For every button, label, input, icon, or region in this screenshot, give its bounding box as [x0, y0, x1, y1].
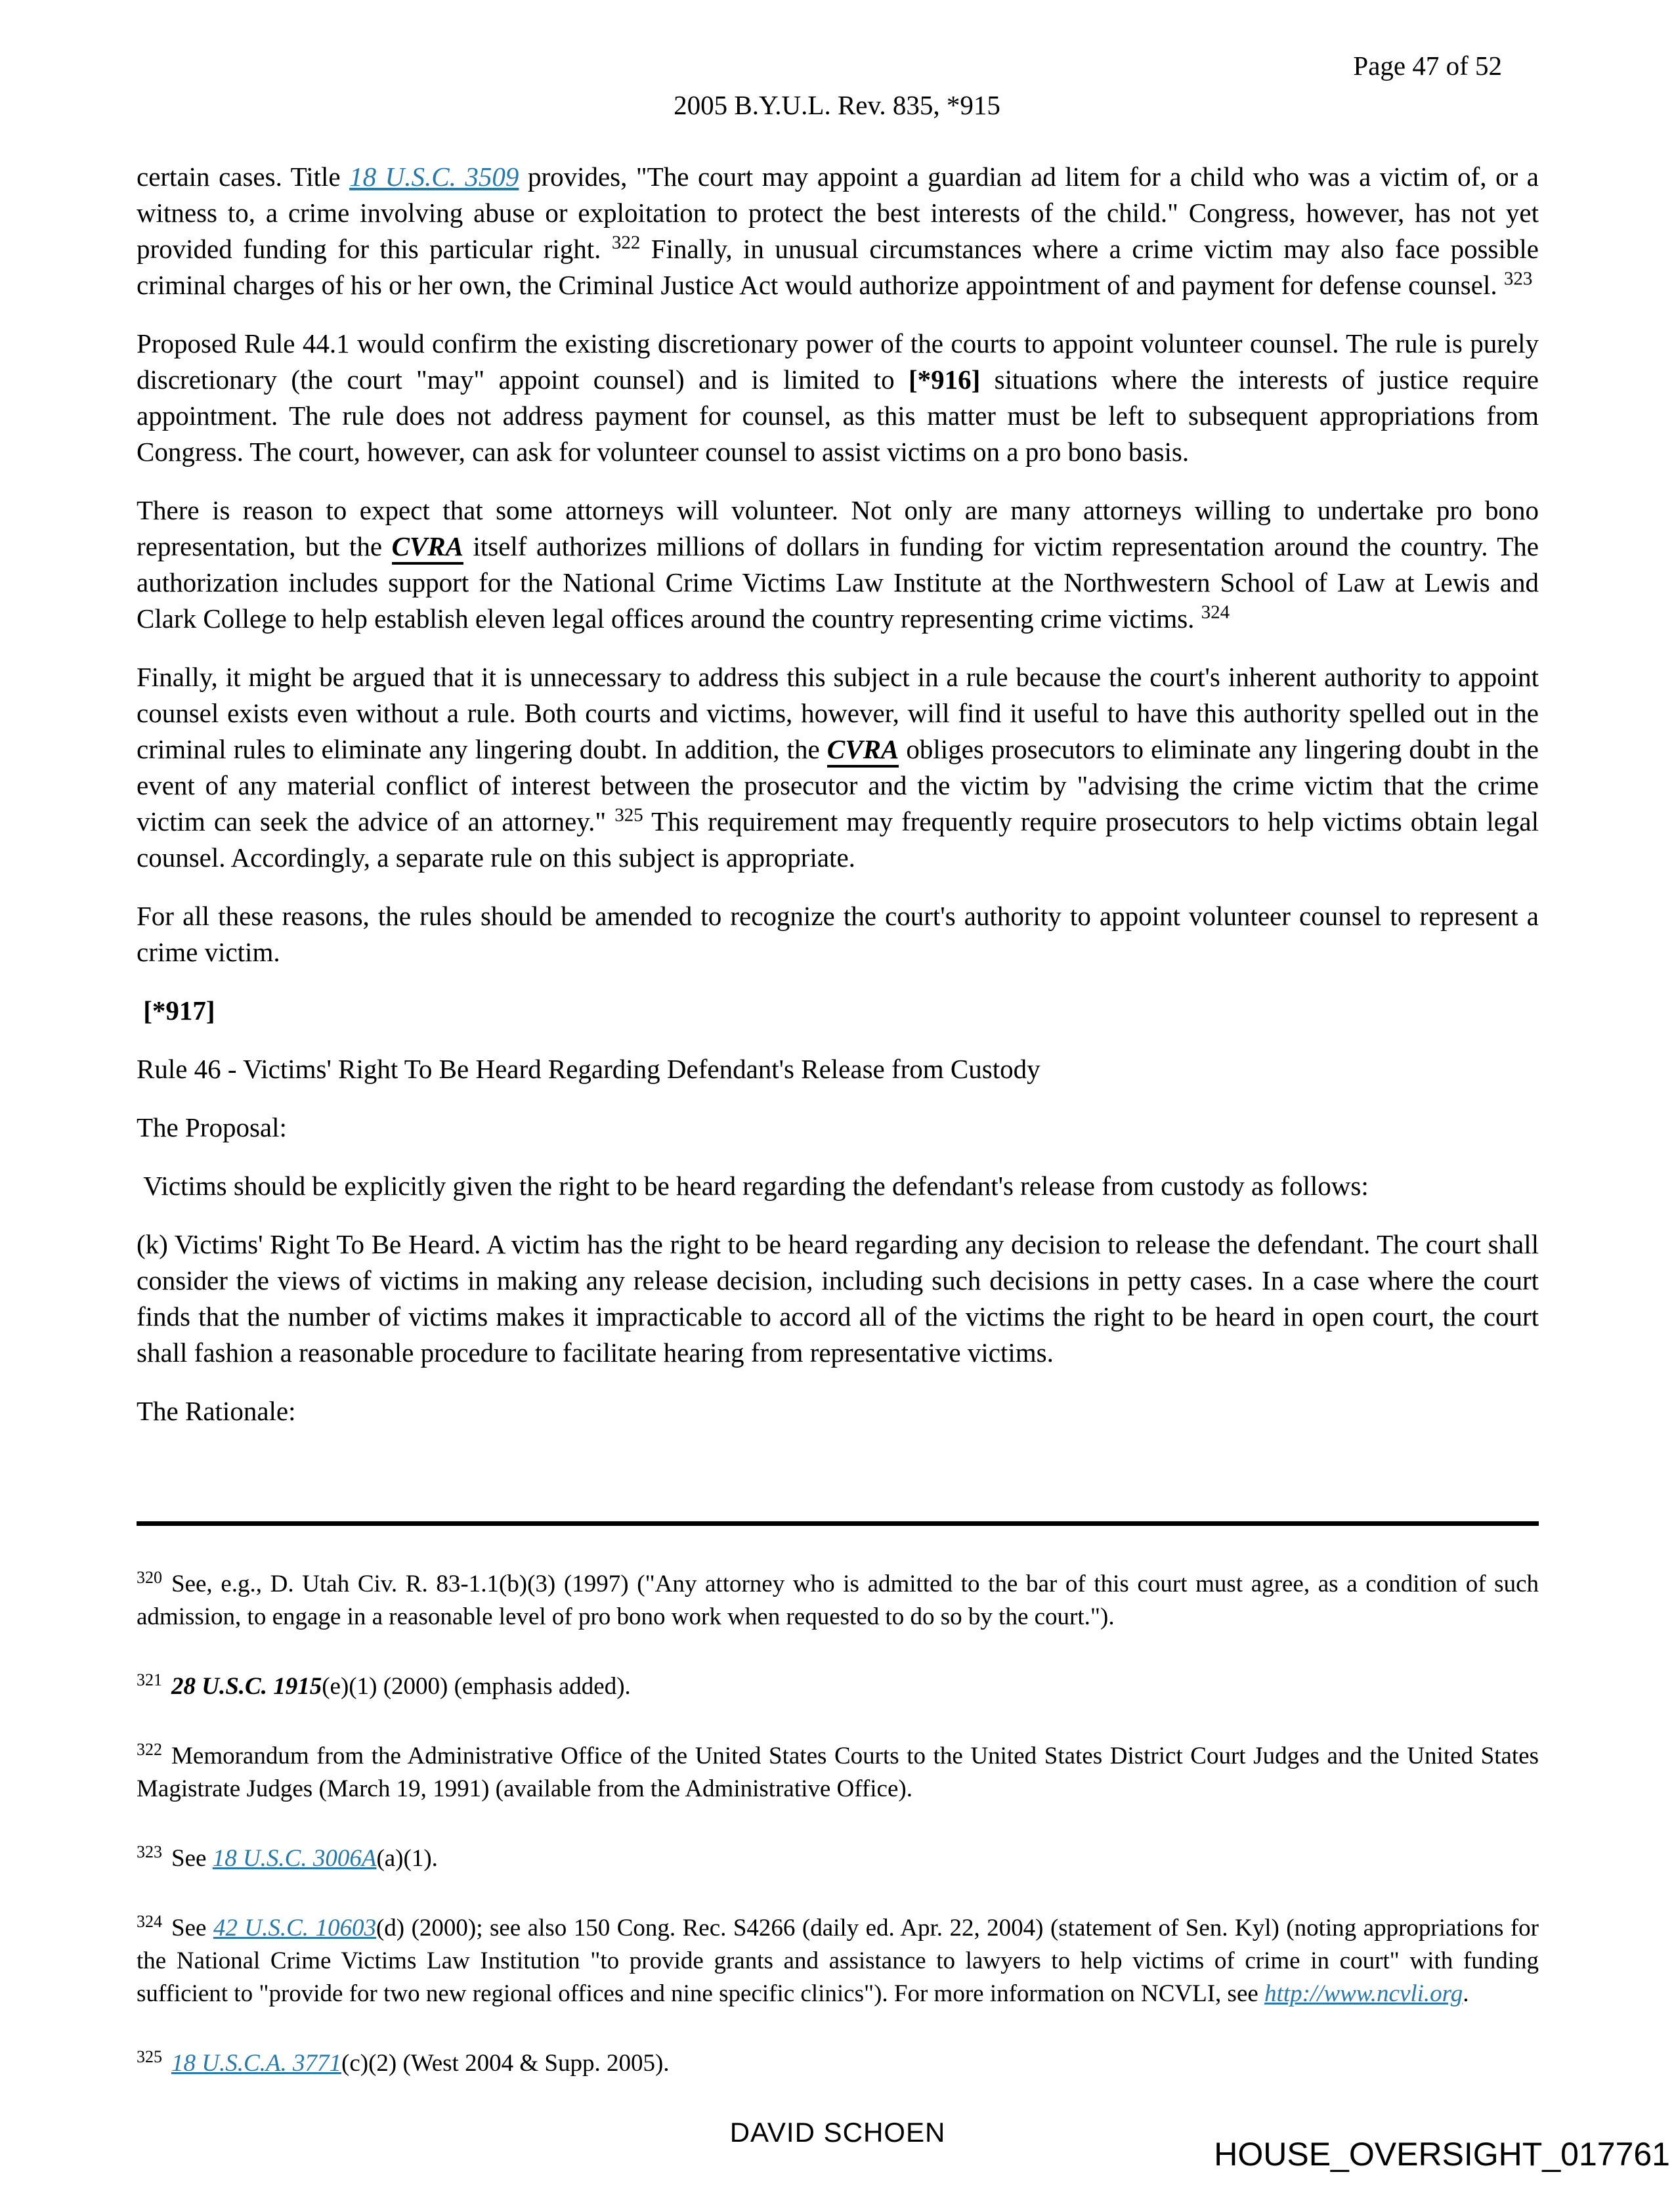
text-segment: (c)(2) (West 2004 & Supp. 2005). [341, 2050, 670, 2077]
footnote-reference: 322 [611, 232, 641, 253]
footnote [137, 1842, 1539, 1875]
paragraph [137, 492, 1539, 637]
author-name: DAVID SCHOEN [729, 2117, 946, 2148]
text-segment: (a)(1). [376, 1845, 438, 1872]
text-segment: 28 U.S.C. 1915 [171, 1673, 322, 1700]
citation-header: 2005 B.Y.U.L. Rev. 835, *915 [674, 90, 1000, 120]
text-segment: itself authorizes millions of dollars in funding for victim representation around the country. The authorization includes support for the National Crime Victims Law Institute at the Northwestern School of Law at Lewis and Clark College to help establish eleven legal offices around the country representing crime victims. [137, 531, 1539, 634]
text-segment: . [1463, 1980, 1469, 2007]
citation-link[interactable]: 42 U.S.C. 10603 [213, 1915, 376, 1941]
paragraph [137, 1226, 1539, 1371]
text-segment: (e)(1) (2000) (emphasis added). [322, 1673, 631, 1700]
text-segment: certain cases. Title [137, 162, 350, 192]
text-segment: (k) Victims' Right To Be Heard. A victim has the right to be heard regarding any decision to release the defendant. The court shall consider the views of victims in making any release decision, including such decisions in petty cases. In a case where the court finds that the number of victims makes it impracticable to accord all of the victims the right to be heard in open court, the court shall fashion a reasonable procedure to facilitate hearing from representative victims. [137, 1229, 1539, 1368]
footnotes-section [137, 1568, 1539, 2080]
text-segment: The Rationale: [137, 1396, 296, 1426]
text-segment: There is reason to expect that some attorneys will volunteer. Not only are many attorneys willing to undertake pro bono representation, but the [137, 495, 1539, 561]
text-segment: [*917] [137, 995, 215, 1026]
text-segment: Finally, it might be argued that it is unnecessary to address this subject in a rule because the court's inherent authority to appoint counsel exists even without a rule. Both courts and victims, however, will find it useful to have this authority spelled out in the criminal rules to eliminate any lingering doubt. In addition, the [137, 662, 1539, 764]
text-segment: Proposed Rule 44.1 would confirm the existing discretionary power of the courts to appoint volunteer counsel. The rule is purely discretionary (the court "may" appoint counsel) and is limited to [137, 328, 1539, 395]
text-segment: See, e.g., D. Utah Civ. R. 83-1.1(b)(3) (1997) ("Any attorney who is admitted to the bar of this court must agree, as a condition of such admission, to engage in a reasonable level of pro bono work when requested to do so by the court."). [137, 1571, 1539, 1630]
footnote-marker: 323 [137, 1842, 162, 1861]
text-segment: The Proposal: [137, 1112, 287, 1142]
text-segment: [*916] [908, 364, 981, 395]
footnote-marker: 321 [137, 1670, 162, 1689]
text-segment: This requirement may frequently require prosecutors to help victims obtain legal counsel. Accordingly, a separate rule on this subject is appropriate. [137, 806, 1539, 873]
page-number-label: Page 47 of 52 [1353, 51, 1502, 81]
citation-link[interactable]: 18 U.S.C. 3006A [212, 1845, 377, 1872]
text-segment: For all these reasons, the rules should be amended to recognize the court's authority to appoint volunteer counsel to represent a crime victim. [137, 901, 1539, 967]
citation-link[interactable]: 18 U.S.C.A. 3771 [171, 2050, 341, 2077]
footnote [137, 1670, 1539, 1703]
footnote-marker: 320 [137, 1567, 162, 1587]
paragraph [137, 326, 1539, 470]
paragraph [137, 1051, 1539, 1087]
paragraph [137, 159, 1539, 303]
body-paragraphs [137, 159, 1539, 1429]
footnote-marker: 325 [137, 2047, 162, 2066]
paragraph [137, 1393, 1539, 1429]
footnote-marker: 322 [137, 1739, 162, 1759]
footnote-reference: 323 [1503, 268, 1533, 290]
paragraph [137, 1110, 1539, 1146]
bates-number: HOUSE_OVERSIGHT_017761 [1214, 2136, 1670, 2173]
paragraph [137, 1168, 1539, 1204]
text-segment: See [171, 1915, 213, 1941]
page-content [0, 159, 1674, 2148]
text-segment: See [171, 1845, 213, 1872]
text-segment: (d) (2000); see also 150 Cong. Rec. S4266 (daily ed. Apr. 22, 2004) (statement of Sen. Kyl) (noting appropriations for the National Crime Victims Law Institution "to provide grants and assistance to lawyers to help victims of crime in court" with funding sufficient to "provide for two new regional offices and nine specific clinics"). For more information on NCVLI, see [137, 1915, 1539, 2007]
footnote [137, 1740, 1539, 1806]
citation-link[interactable]: 18 U.S.C. 3509 [349, 162, 519, 192]
footnote-separator [137, 1521, 1539, 1526]
text-segment: Rule 46 - Victims' Right To Be Heard Regarding Defendant's Release from Custody [137, 1054, 1041, 1084]
paragraph [137, 993, 1539, 1029]
text-segment: situations where the interests of justice require appointment. The rule does not address payment for counsel, as this matter must be left to subsequent appropriations from Congress. The court, however, can ask for volunteer counsel to assist victims on a pro bono basis. [137, 364, 1539, 467]
footnote [137, 2047, 1539, 2080]
paragraph [137, 659, 1539, 876]
page-header [0, 0, 1674, 159]
footnote-reference: 324 [1201, 601, 1230, 623]
footnote [137, 1912, 1539, 2010]
text-segment: Memorandum from the Administrative Office of the United States Courts to the United States District Court Judges and the United States Magistrate Judges (March 19, 1991) (available from the Administrative Office). [137, 1743, 1539, 1802]
text-segment: provides, "The court may appoint a guardian ad litem for a child who was a victim of, or a witness to, a crime involving abuse or exploitation to protect the best interests of the child." Congress, however, has not yet provided funding for this particular right. [137, 162, 1539, 264]
text-segment: obliges prosecutors to eliminate any lingering doubt in the event of any material conflict of interest between the prosecutor and the victim by "advising the crime victim that the crime victim can seek the advice of an attorney." [137, 734, 1539, 836]
paragraph [137, 898, 1539, 970]
footnote-reference: 325 [614, 804, 643, 826]
cvra-emphasis: CVRA [827, 734, 899, 768]
cvra-emphasis: CVRA [392, 531, 463, 565]
text-segment: Victims should be explicitly given the right to be heard regarding the defendant's release from custody as follows: [137, 1171, 1369, 1201]
footnote-marker: 324 [137, 1911, 162, 1931]
footnote [137, 1568, 1539, 1634]
text-segment: Finally, in unusual circumstances where a crime victim may also face possible criminal charges of his or her own, the Criminal Justice Act would authorize appointment of and payment for defense counsel. [137, 234, 1539, 300]
citation-link[interactable]: http://www.ncvli.org [1264, 1980, 1463, 2007]
